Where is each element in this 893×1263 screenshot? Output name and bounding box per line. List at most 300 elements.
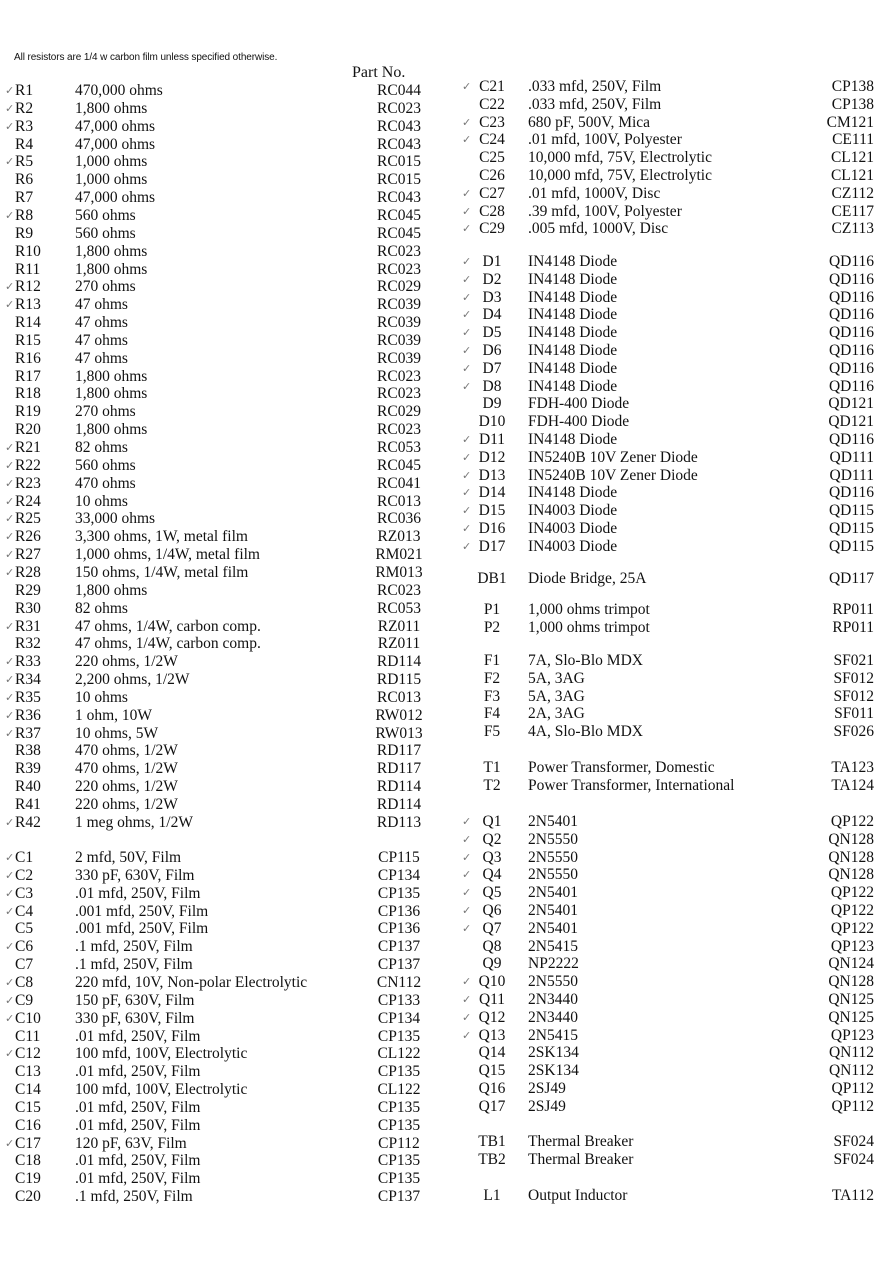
part-row: [15, 225, 445, 243]
part-ref: C14: [15, 1081, 41, 1099]
part-ref: D4: [482, 306, 502, 324]
part-description: Output Inductor: [528, 1187, 628, 1204]
part-row: [5, 206, 445, 225]
part-row: [15, 1152, 445, 1170]
part-ref: C12: [15, 1045, 41, 1063]
part-ref: F4: [483, 705, 501, 723]
part-number: RC044: [377, 82, 421, 99]
part-ref: C1: [15, 849, 34, 866]
part-ref: C16: [15, 1116, 41, 1134]
part-row: [5, 1045, 445, 1063]
part-ref: C6: [15, 938, 34, 956]
part-ref: R10: [15, 242, 41, 260]
part-ref: R34: [15, 671, 41, 689]
part-description: 470 ohms: [75, 474, 136, 492]
check-mark-icon: ✓: [462, 380, 472, 393]
part-description: 2A, 3AG: [528, 705, 585, 723]
part-row: [5, 82, 445, 100]
part-description: 1,800 ohms: [75, 99, 148, 117]
part-description: 47 ohms: [75, 296, 128, 314]
part-row: [466, 1044, 886, 1062]
part-number: CL122: [377, 1081, 421, 1099]
part-number: QD116: [828, 270, 874, 288]
part-row: [466, 688, 886, 706]
check-mark-icon: ✓: [5, 656, 15, 669]
part-description: .01 mfd, 250V, Film: [75, 1098, 201, 1116]
part-ref: R13: [15, 296, 41, 314]
part-row: [462, 902, 886, 920]
part-description: 7A, Slo-Blo MDX: [528, 652, 643, 669]
check-mark-icon: ✓: [5, 674, 15, 687]
part-description: Diode Bridge, 25A: [528, 570, 647, 587]
part-description: 270 ohms: [75, 403, 136, 421]
part-ref: R39: [15, 760, 41, 778]
part-number: CP135: [377, 1027, 421, 1045]
check-mark-icon: ✓: [462, 273, 472, 286]
part-row: [15, 332, 445, 350]
part-description: .39 mfd, 100V, Polyester: [528, 202, 682, 220]
check-mark-icon: ✓: [5, 549, 15, 562]
part-number: CP135: [377, 1098, 421, 1116]
part-ref: R2: [15, 99, 34, 117]
part-description: IN4148 Diode: [528, 253, 618, 270]
part-description: 1 meg ohms, 1/2W: [75, 813, 193, 831]
part-description: 33,000 ohms: [75, 510, 156, 528]
part-ref: Q8: [482, 937, 502, 955]
part-ref: R35: [15, 688, 41, 706]
part-number: RC045: [377, 206, 421, 224]
part-ref: Q17: [478, 1097, 506, 1115]
part-description: 2N5415: [528, 937, 578, 955]
part-number: RZ011: [377, 617, 421, 635]
part-description: 82 ohms: [75, 439, 128, 456]
part-ref: F3: [483, 687, 501, 705]
part-description: 47 ohms: [75, 314, 128, 332]
part-description: 47 ohms: [75, 349, 128, 367]
part-description: 2,200 ohms, 1/2W: [75, 671, 190, 689]
part-number: CP138: [831, 78, 874, 95]
check-mark-icon: ✓: [5, 459, 15, 472]
part-number: RC023: [377, 242, 421, 260]
part-row: [15, 635, 445, 653]
part-number: RM013: [375, 563, 423, 581]
part-row: [5, 849, 445, 867]
part-ref: R16: [15, 349, 41, 367]
part-row: [15, 582, 445, 600]
check-mark-icon: ✓: [5, 709, 15, 722]
part-description: 47 ohms: [75, 331, 128, 349]
part-number: QN128: [828, 866, 874, 884]
part-row: [462, 537, 886, 556]
part-row: [15, 314, 445, 332]
part-number: QN128: [828, 848, 874, 866]
part-row: [462, 466, 886, 485]
part-number: RM021: [375, 546, 423, 564]
part-row: [466, 759, 886, 777]
part-row: [15, 243, 445, 261]
check-mark-icon: ✓: [462, 540, 472, 553]
part-description: .005 mfd, 1000V, Disc: [528, 220, 669, 238]
part-row: [5, 938, 445, 956]
part-number: QN128: [828, 830, 874, 848]
check-mark-icon: ✓: [5, 85, 15, 97]
part-ref: C10: [15, 1009, 41, 1027]
part-ref: Q5: [482, 884, 502, 902]
check-mark-icon: ✓: [5, 727, 15, 740]
part-row: [462, 288, 886, 307]
part-ref: R21: [15, 439, 41, 456]
part-row: [5, 439, 445, 457]
check-mark-icon: ✓: [5, 156, 15, 169]
check-mark-icon: ✓: [5, 691, 15, 704]
part-row: [15, 956, 445, 974]
part-description: 47 ohms, 1/4W, carbon comp.: [75, 617, 261, 635]
part-row: [15, 421, 445, 439]
resistor-note: All resistors are 1/4 w carbon film unless specified otherwise.: [14, 52, 278, 63]
part-ref: R33: [15, 653, 41, 671]
part-number: RD114: [376, 778, 422, 796]
part-description: IN4148 Diode: [528, 342, 618, 359]
part-description: 2N5401: [528, 919, 578, 937]
part-row: [15, 600, 445, 618]
part-ref: C18: [15, 1152, 41, 1170]
part-row: [15, 350, 445, 368]
part-ref: C9: [15, 991, 34, 1009]
part-row: [466, 723, 886, 741]
part-number: QD116: [828, 288, 874, 306]
part-row: [466, 395, 886, 413]
part-description: 680 pF, 500V, Mica: [528, 113, 651, 131]
part-description: 4A, Slo-Blo MDX: [528, 723, 643, 741]
part-row: [466, 955, 886, 973]
part-description: 470 ohms, 1/2W: [75, 760, 178, 778]
part-ref: R4: [15, 135, 34, 153]
part-row: [462, 324, 886, 342]
part-description: 10 ohms, 5W: [75, 724, 159, 742]
part-ref: D7: [482, 359, 502, 377]
check-mark-icon: ✓: [5, 852, 15, 864]
part-ref: R24: [15, 492, 41, 510]
part-description: FDH-400 Diode: [528, 395, 630, 413]
part-ref: C27: [479, 184, 505, 202]
part-number: RD113: [376, 813, 422, 831]
part-description: 10 ohms: [75, 492, 128, 510]
part-description: .033 mfd, 250V, Film: [528, 95, 662, 113]
check-mark-icon: ✓: [5, 887, 15, 900]
part-ref: Q15: [478, 1062, 506, 1080]
part-number: QN125: [828, 1008, 874, 1026]
part-number: QP122: [830, 813, 874, 830]
part-description: .01 mfd, 250V, Film: [75, 884, 201, 902]
part-row: [466, 777, 886, 795]
part-ref: D2: [482, 270, 502, 288]
part-number: CP137: [377, 938, 421, 956]
check-mark-icon: ✓: [5, 442, 15, 454]
check-mark-icon: ✓: [462, 505, 472, 518]
part-description: IN4148 Diode: [528, 431, 618, 448]
part-row: [466, 1080, 886, 1098]
part-row: [462, 448, 886, 467]
part-ref: D1: [482, 253, 502, 270]
part-number: CP134: [377, 1009, 421, 1027]
part-number: QP123: [830, 1026, 874, 1044]
part-number: QP123: [830, 937, 874, 955]
part-description: IN4003 Diode: [528, 520, 618, 537]
part-number: QD116: [828, 306, 874, 324]
part-description: 2SK134: [528, 1044, 579, 1062]
part-row: [15, 778, 445, 796]
part-number: RC041: [377, 474, 421, 492]
part-ref: F5: [483, 723, 501, 741]
part-ref: Q9: [482, 955, 502, 973]
part-ref: R38: [15, 742, 41, 760]
part-row: [466, 1062, 886, 1080]
part-ref: R6: [15, 171, 34, 189]
part-row: [466, 1187, 886, 1205]
part-row: [462, 1026, 886, 1045]
part-description: 2SJ49: [528, 1097, 566, 1115]
check-mark-icon: ✓: [5, 566, 15, 579]
part-description: 47 ohms, 1/4W, carbon comp.: [75, 635, 261, 653]
part-number: RC023: [377, 421, 421, 439]
part-number: CP136: [377, 902, 421, 920]
part-description: 2N5550: [528, 866, 578, 884]
part-row: [5, 653, 445, 671]
part-number: QD116: [828, 484, 874, 502]
part-row: [462, 113, 886, 132]
part-row: [462, 1008, 886, 1027]
part-row: [5, 724, 445, 743]
part-ref: R3: [15, 117, 34, 135]
part-row: [5, 1134, 445, 1153]
part-number: CP135: [377, 884, 421, 902]
part-ref: R42: [15, 813, 41, 831]
check-mark-icon: ✓: [462, 205, 472, 218]
part-row: [466, 938, 886, 956]
check-mark-icon: ✓: [5, 869, 15, 882]
part-row: [462, 253, 886, 271]
part-row: [15, 760, 445, 778]
part-number: CE111: [832, 131, 874, 149]
part-row: [466, 1098, 886, 1116]
part-row: [466, 167, 886, 185]
part-number: CP112: [378, 1134, 420, 1152]
part-row: [15, 920, 445, 938]
part-number: RC015: [377, 171, 421, 189]
part-ref: F1: [483, 652, 501, 669]
part-number: RC013: [377, 688, 421, 706]
check-mark-icon: ✓: [462, 223, 472, 236]
part-number: QN112: [828, 1062, 874, 1080]
part-number: CP115: [378, 849, 420, 866]
part-row: [462, 866, 886, 884]
part-number: RC023: [377, 367, 421, 385]
part-row: [462, 184, 886, 203]
part-description: .01 mfd, 250V, Film: [75, 1116, 201, 1134]
part-number: RC043: [377, 189, 421, 207]
part-row: [15, 1188, 445, 1206]
part-number: SF021: [833, 652, 874, 669]
part-row: [466, 96, 886, 114]
part-number: RC023: [377, 99, 421, 117]
part-description: FDH-400 Diode: [528, 413, 630, 431]
part-ref: D15: [478, 502, 506, 520]
part-number: RD117: [376, 760, 422, 778]
part-ref: P1: [483, 601, 501, 618]
part-row: [5, 671, 445, 689]
part-number: CP135: [377, 1170, 421, 1188]
part-number: SF011: [834, 705, 874, 723]
part-number: QN128: [828, 973, 874, 991]
part-ref: D3: [482, 288, 502, 306]
part-description: 150 ohms, 1/4W, metal film: [75, 563, 249, 581]
check-mark-icon: ✓: [5, 941, 15, 954]
part-description: NP2222: [528, 955, 579, 973]
part-number: QP122: [830, 884, 874, 902]
part-number: QD115: [828, 520, 874, 537]
check-mark-icon: ✓: [462, 994, 472, 1006]
part-ref: C5: [15, 920, 34, 938]
part-row: [462, 991, 886, 1009]
part-number: TA124: [831, 776, 874, 794]
part-ref: C20: [15, 1188, 41, 1206]
part-number: RC053: [377, 439, 421, 456]
check-mark-icon: ✓: [462, 1029, 472, 1042]
part-number: CL121: [830, 149, 874, 167]
part-description: IN4148 Diode: [528, 288, 618, 306]
part-number: RC023: [377, 385, 421, 403]
part-ref: R28: [15, 563, 41, 581]
check-mark-icon: ✓: [462, 887, 472, 900]
part-description: IN5240B 10V Zener Diode: [528, 448, 698, 466]
part-ref: R20: [15, 421, 41, 439]
part-row: [15, 403, 445, 421]
part-row: [466, 601, 886, 619]
part-ref: R22: [15, 456, 41, 474]
part-row: [5, 706, 445, 725]
part-ref: R27: [15, 546, 41, 564]
part-description: 1,000 ohms trimpot: [528, 601, 650, 618]
part-row: [466, 413, 886, 431]
part-ref: C23: [479, 113, 505, 131]
part-number: QD117: [828, 570, 874, 587]
part-description: 10 ohms: [75, 688, 128, 706]
part-description: 3,300 ohms, 1W, metal film: [75, 528, 248, 546]
check-mark-icon: ✓: [5, 816, 15, 829]
part-description: 2N3440: [528, 1008, 578, 1026]
part-ref: D8: [482, 377, 502, 395]
part-row: [462, 919, 886, 938]
part-ref: R26: [15, 528, 41, 546]
part-number: QD116: [828, 431, 874, 448]
part-description: 1 ohm, 10W: [75, 706, 153, 724]
part-row: [15, 1081, 445, 1099]
part-number: QN125: [828, 991, 874, 1008]
part-ref: C19: [15, 1170, 41, 1188]
part-row: [462, 520, 886, 538]
part-number: CN112: [376, 973, 422, 991]
part-row: [15, 136, 445, 154]
check-mark-icon: ✓: [5, 994, 15, 1007]
part-description: 330 pF, 630V, Film: [75, 1009, 195, 1027]
part-ref: T1: [483, 759, 501, 776]
part-ref: D17: [478, 537, 506, 555]
check-mark-icon: ✓: [462, 327, 472, 340]
part-number: RC039: [377, 314, 421, 332]
part-row: [466, 705, 886, 723]
part-ref: C13: [15, 1063, 41, 1081]
part-row: [5, 688, 445, 707]
part-number: CP136: [377, 920, 421, 938]
part-ref: Q14: [478, 1044, 506, 1062]
part-row: [462, 431, 886, 449]
part-number: QD121: [828, 413, 874, 431]
part-description: IN5240B 10V Zener Diode: [528, 466, 698, 484]
part-description: 10,000 mfd, 75V, Electrolytic: [528, 149, 712, 167]
part-ref: Q3: [482, 848, 502, 866]
part-description: 2SK134: [528, 1062, 579, 1080]
part-number: RC029: [377, 278, 421, 296]
part-number: RZ013: [377, 528, 421, 546]
part-ref: R15: [15, 331, 41, 349]
part-ref: R5: [15, 153, 34, 171]
part-ref: C11: [15, 1027, 41, 1045]
part-number: RC043: [377, 117, 421, 135]
part-row: [5, 973, 445, 992]
part-ref: D5: [482, 324, 502, 342]
part-number: RC036: [377, 510, 421, 528]
check-mark-icon: ✓: [462, 291, 472, 304]
part-description: Thermal Breaker: [528, 1133, 634, 1150]
check-mark-icon: ✓: [462, 922, 472, 935]
check-mark-icon: ✓: [462, 256, 472, 268]
check-mark-icon: ✓: [462, 187, 472, 200]
part-description: 100 mfd, 100V, Electrolytic: [75, 1081, 248, 1099]
part-number: RW013: [375, 724, 423, 742]
part-description: 220 ohms, 1/2W: [75, 796, 178, 813]
part-description: .033 mfd, 250V, Film: [528, 78, 662, 95]
part-number: TA123: [831, 759, 874, 776]
part-number: TA112: [831, 1187, 874, 1204]
part-number: RC039: [377, 349, 421, 367]
part-description: .01 mfd, 250V, Film: [75, 1063, 201, 1081]
part-description: 10,000 mfd, 75V, Electrolytic: [528, 167, 712, 184]
part-ref: C4: [15, 902, 34, 920]
part-number: RD114: [376, 653, 422, 671]
part-number: RP011: [832, 601, 874, 618]
part-ref: D6: [482, 342, 502, 359]
part-row: [5, 117, 445, 136]
part-ref: Q16: [478, 1080, 506, 1097]
part-number: RC023: [377, 260, 421, 278]
part-description: 2N5401: [528, 884, 578, 902]
part-ref: F2: [483, 669, 501, 687]
part-row: [5, 474, 445, 493]
part-description: .01 mfd, 250V, Film: [75, 1170, 201, 1188]
part-number: QD121: [828, 395, 874, 413]
part-description: IN4148 Diode: [528, 324, 618, 342]
part-ref: R25: [15, 510, 41, 528]
part-ref: R36: [15, 706, 41, 724]
part-row: [5, 617, 445, 636]
part-row: [5, 884, 445, 903]
part-description: 560 ohms: [75, 456, 136, 474]
check-mark-icon: ✓: [5, 102, 15, 115]
part-description: 470 ohms, 1/2W: [75, 742, 178, 760]
part-description: 330 pF, 630V, Film: [75, 866, 195, 884]
part-row: [462, 202, 886, 221]
part-number: RP011: [832, 618, 874, 636]
